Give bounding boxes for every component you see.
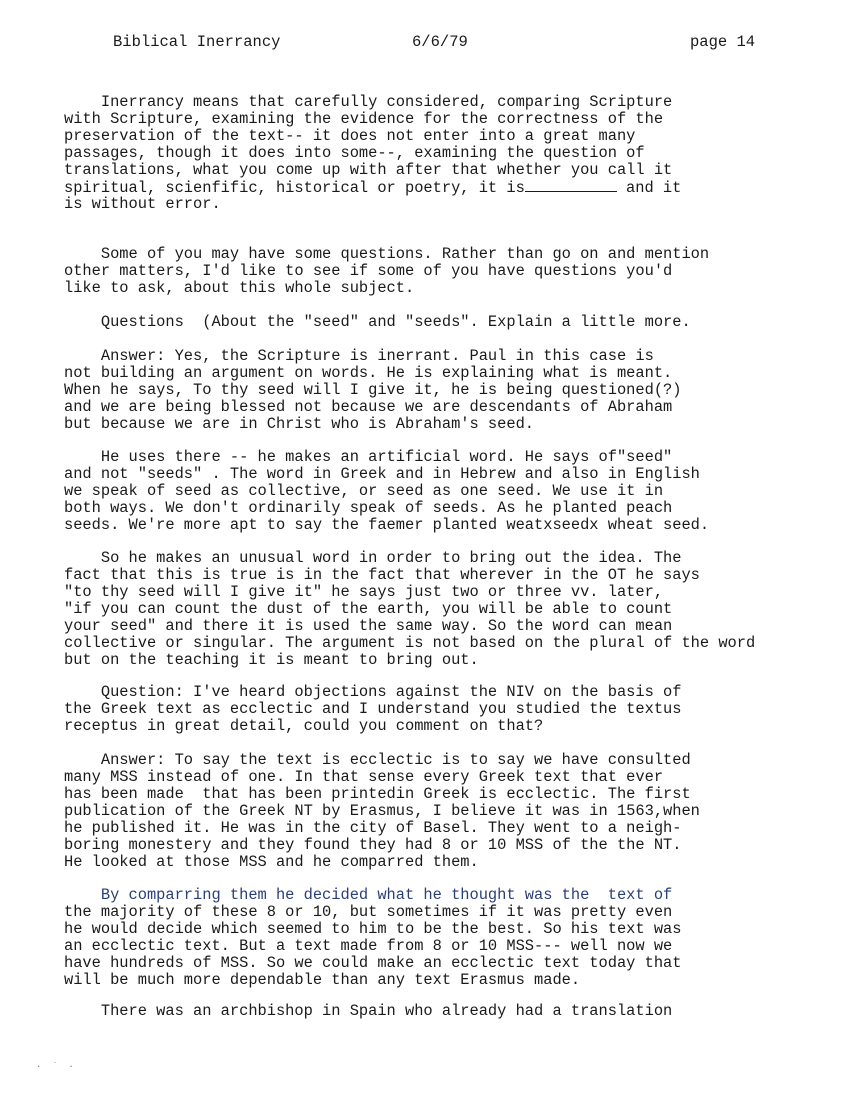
text-line: not building an argument on words. He is explaining what is meant. [64,364,673,382]
text-line-with-blank [64,179,844,196]
paragraph-archbishop [64,1003,844,1020]
text-line: There was an archbishop in Spain who already had a translation [64,1002,673,1020]
text-line: Answer: Yes, the Scripture is inerrant. Paul in this case is [64,347,654,365]
text-line: he would decide which seemed to him to be the best. So his text was [64,920,682,938]
text-line: passages, though it does into some--, examining the question of [64,144,645,162]
paragraph-inerrancy-definition [64,94,844,213]
fill-in-blank [525,179,617,192]
scan-artifact-icon: · ˙ · [36,1062,74,1072]
text-line: Questions (About the "seed" and "seeds". Explain a little more. [64,313,691,331]
text-line: fact that this is true is in the fact that wherever in the OT he says [64,566,700,584]
text-line: is without error. [64,195,221,213]
document-date: 6/6/79 [412,33,468,51]
text-line: collective or singular. The argument is not based on the plural of the word [64,634,756,652]
paragraph-questions-intro [64,246,844,297]
text-line: When he says, To thy seed will I give it, he is being questioned(?) [64,381,682,399]
page-header [0,33,846,55]
text-segment: spiritual, scienfific, historical or poetry, it is [64,179,525,197]
text-line: seeds. We're more apt to say the faemer planted weatxseedx wheat seed. [64,516,710,534]
text-line: he published it. He was in the city of Basel. They went to a neigh- [64,819,682,837]
paragraph-unusual-word [64,550,844,669]
text-line: the Greek text as ecclectic and I understand you studied the textus [64,700,682,718]
text-line: So he makes an unusual word in order to bring out the idea. The [64,549,682,567]
text-line: have hundreds of MSS. So we could make an ecclectic text today that [64,954,682,972]
text-line: Some of you may have some questions. Rather than go on and mention [64,245,710,263]
text-segment: and it [616,179,682,197]
text-line: will be much more dependable than any text Erasmus made. [64,971,581,989]
paragraph-question-seed [64,314,844,331]
text-line: receptus in great detail, could you comment on that? [64,717,544,735]
paragraph-answer-ecclectic [64,752,844,871]
text-line: Answer: To say the text is ecclectic is to say we have consulted [64,751,691,769]
text-line: like to ask, about this whole subject. [64,279,415,297]
page-number: page 14 [690,33,756,51]
text-line: He uses there -- he makes an artificial word. He says of"seed" [64,448,673,466]
text-line: "if you can count the dust of the earth, you will be able to count [64,600,673,618]
text-line: boring monestery and they found they had 8 or 10 MSS of the the NT. [64,836,682,854]
text-line: translations, what you come up with after that whether you call it [64,161,673,179]
text-line: preservation of the text-- it does not enter into a great many [64,127,636,145]
text-line: but on the teaching it is meant to bring out. [64,651,479,669]
text-line: Question: I've heard objections against the NIV on the basis of [64,683,682,701]
text-line: with Scripture, examining the evidence for the correctness of the [64,110,664,128]
text-line: the majority of these 8 or 10, but sometimes if it was pretty even [64,903,673,921]
text-line: your seed" and there it is used the same way. So the word can mean [64,617,673,635]
text-line: many MSS instead of one. In that sense every Greek text that ever [64,768,664,786]
paragraph-artificial-word [64,449,844,534]
text-line: Inerrancy means that carefully considered, comparing Scripture [64,93,673,111]
text-line: "to thy seed will I give it" he says just two or three vv. later, [64,583,664,601]
document-title: Biblical Inerrancy [113,33,281,51]
text-line: but because we are in Christ who is Abraham's seed. [64,415,535,433]
text-line: publication of the Greek NT by Erasmus, I believe it was in 1563,when [64,802,700,820]
text-line: He looked at those MSS and he comparred them. [64,853,479,871]
text-line: an ecclectic text. But a text made from 8 or 10 MSS--- well now we [64,937,673,955]
text-line: and we are being blessed not because we are descendants of Abraham [64,398,673,416]
text-line: both ways. We don't ordinarily speak of seeds. As he planted peach [64,499,673,517]
text-line: we speak of seed as collective, or seed as one seed. We use it in [64,482,664,500]
text-line: By comparring them he decided what he thought was the text of [64,886,673,904]
paragraph-question-niv [64,684,844,735]
paragraph-answer-seed [64,348,844,433]
text-line: other matters, I'd like to see if some of you have questions you'd [64,262,673,280]
text-line: and not "seeds" . The word in Greek and in Hebrew and also in English [64,465,700,483]
text-line: has been made that has been printedin Greek is ecclectic. The first [64,785,691,803]
paragraph-erasmus-text [64,887,844,989]
